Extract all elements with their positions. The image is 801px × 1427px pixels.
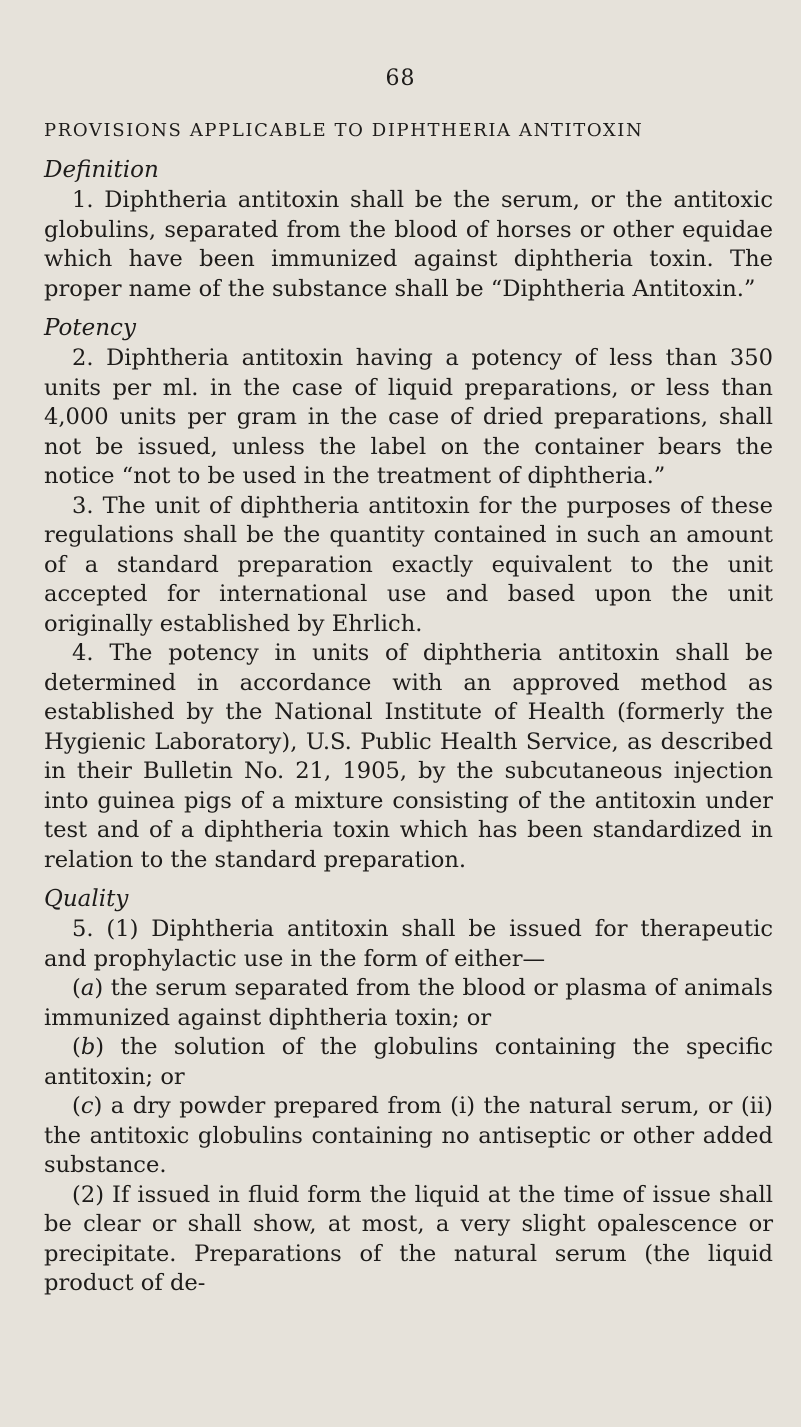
paragraph-4: 4. The potency in units of diphtheria antitoxin shall be determined in accordance with an approved method as established by the National Institute of Health (formerly the Hygienic Laboratory), U.S. Public Health Service, as described in their Bulletin No. 21, 1905, by the subcutaneous injection into guinea pigs of a mixture consisting of the antitoxin under test and of a diphtheria toxin which has been standardized in relation to the standard preparation. [44,640,773,873]
paragraph-5b [44,1033,773,1092]
heading-potency: Potency [44,315,136,341]
paragraph-6: (2) If issued in fluid form the liquid at the time of issue shall be clear or shall show, at most, a very slight opalescence or precipitate. Preparations of the natural serum (the liquid product of de- [44,1181,773,1296]
paragraph-3: 3. The unit of diphtheria antitoxin for the purposes of these regulations shall be the quantity contained in such an amount of a standard preparation exactly equivalent to the unit accepted for international use and based upon the unit originally established by Ehrlich. [44,492,773,637]
paragraph-1: 1. Diphtheria antitoxin shall be the serum, or the antitoxic globulins, separated from the blood of horses or other equidae which have been immunized against diphtheria toxin. The proper name of the substance shall be “Diphtheria Antitoxin.” [44,187,773,302]
clause-b-text: the solution of the globulins containing the specific antitoxin; or [44,1034,773,1090]
clause-c-label: (c) [72,1093,103,1119]
clause-b-label: (b) [72,1034,105,1060]
heading-quality: Quality [44,886,129,912]
page-number: 68 [385,66,416,91]
document-body [44,154,773,1299]
paragraph-5a [44,974,773,1033]
clause-a-label: (a) [72,975,104,1001]
paragraph-5c [44,1092,773,1181]
paragraph-2: 2. Diphtheria antitoxin having a potency of less than 350 units per ml. in the case of liquid preparations, or less than 4,000 units per gram in the case of dried preparations, shall not be issued, unless the label on the container bears the notice “not to be used in the treatment of diphtheria.” [44,345,773,489]
clause-c-text: a dry powder prepared from (i) the natural serum, or (ii) the antitoxic globulins containing no antiseptic or other added substance. [44,1093,773,1178]
page-title: PROVISIONS APPLICABLE TO DIPHTHERIA ANTITOXIN [44,120,644,141]
heading-definition: Definition [44,157,159,183]
clause-a-text: the serum separated from the blood or plasma of animals immunized against diphtheria toxin; or [44,975,773,1031]
paragraph-5: 5. (1) Diphtheria antitoxin shall be issued for therapeutic and prophylactic use in the form of either— [44,916,773,972]
